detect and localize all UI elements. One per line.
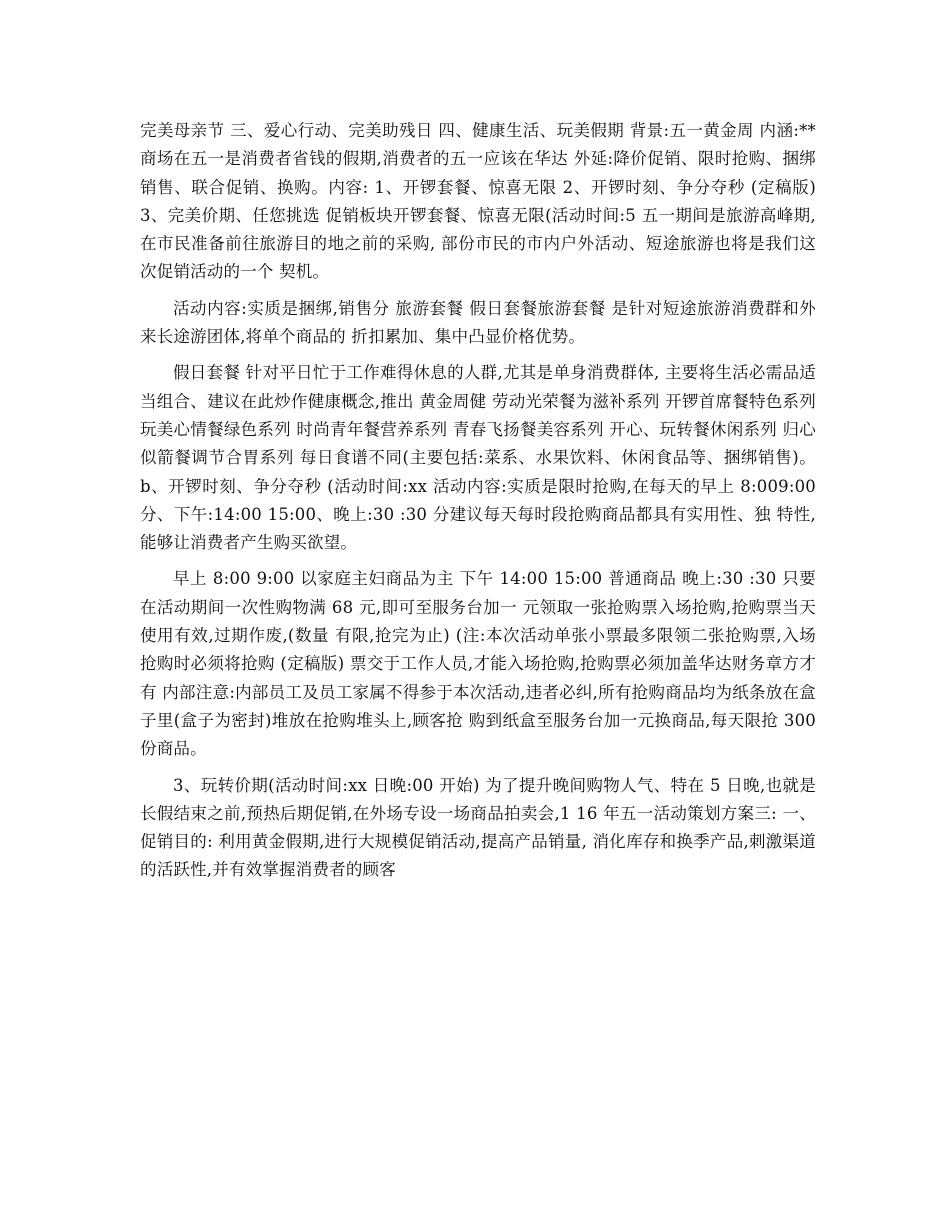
paragraph-3: 假日套餐 针对平日忙于工作难得休息的人群,尤其是单身消费群体, 主要将生活必需品适当组合、建议在此炒作健康概念,推出 黄金周健 劳动光荣餐为滋补系列 开锣首席餐特色系列 玩美心情餐绿色系列 时尚青年餐营养系列 青春飞扬餐美容系列 开心、玩转餐休闲系列 归心似箭餐调节合胃系列 每日食谱不同(主要包括:菜系、水果饮料、休闲食品等、捆绑销售)。 b、开锣时刻、争分夺秒 (活动时间:xx 活动内容:实质是限时抢购,在每天的早上 8:009:00 分、下午:14:00 15:00、晚上:30 :30 分建议每天每时段抢购商品都具有实用性、独 特性,能够让消费者产生购买欲望。 [140, 363, 816, 553]
paragraph-5: 3、玩转价期(活动时间:xx 日晚:00 开始) 为了提升晚间购物人气、特在 5 日晚,也就是长假结束之前,预热后期促销,在外场专设一场商品拍卖会,1 16 年五一活动策划方案三: 一、促销目的: 利用黄金假期,进行大规模促销活动,提高产品销量, 消化库存和换季产品,刺激渠道的活跃性,并有效掌握消费者的顾客 [140, 775, 816, 880]
paragraph-1: 完美母亲节 三、爱心行动、完美助残日 四、健康生活、玩美假期 背景:五一黄金周 内涵:**商场在五一是消费者省钱的假期,消费者的五一应该在华达 外延:降价促销、限时抢购、捆绑销售、联合促销、换购。内容: 1、开锣套餐、惊喜无限 2、开锣时刻、争分夺秒 (定稿版) 3、完美价期、任您挑选 促销板块开锣套餐、惊喜无限(活动时间:5 五一期间是旅游高峰期,在市民准备前往旅游目的地之前的采购, 部份市民的市内户外活动、短途旅游也将是我们这次促销活动的一个 契机。 [140, 121, 816, 282]
paragraph-2: 活动内容:实质是捆绑,销售分 旅游套餐 假日套餐旅游套餐 是针对短途旅游消费群和外来长途游团体,将单个商品的 折扣累加、集中凸显价格优势。 [140, 298, 816, 347]
document-body [140, 117, 816, 893]
paragraph-4: 早上 8:00 9:00 以家庭主妇商品为主 下午 14:00 15:00 普通商品 晚上:30 :30 只要在活动期间一次性购物满 68 元,即可至服务台加一 元领取一张抢购票入场抢购,抢购票当天使用有效,过期作废,(数量 有限,抢完为止) (注:本次活动单张小票最多限领二张抢购票,入场抢购时必须将抢购 (定稿版) 票交于工作人员,才能入场抢购,抢购票必须加盖华达财务章方才有 内部注意:内部员工及员工家属不得参于本次活动,违者必纠,所有抢购商品均为纸条放在盒子里(盒子为密封)堆放在抢购堆头上,顾客抢 购到纸盒至服务台加一元换商品,每天限抢 300 份商品。 [140, 569, 816, 759]
